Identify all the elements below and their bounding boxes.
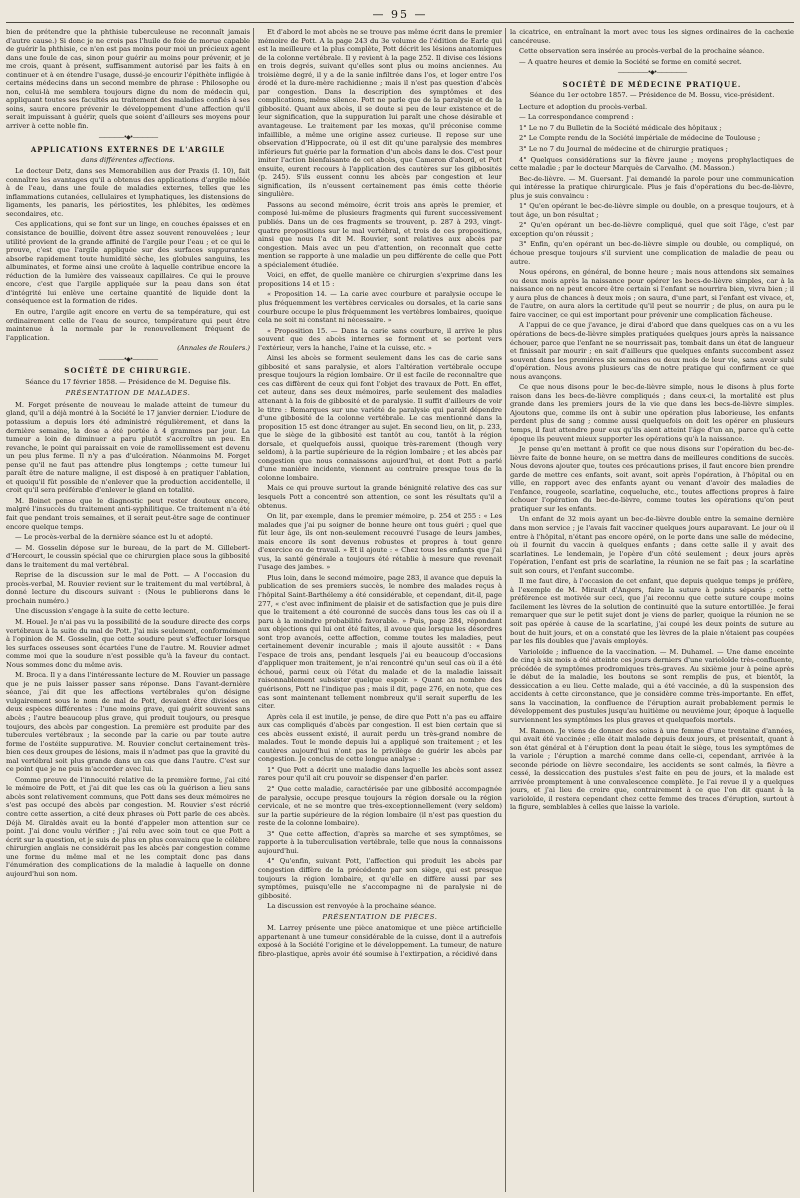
paragraph: M. Boinet pense que le diagnostic peut rester douteux encore, malgré l'insuccès du traitement anti-syphilitique. Ce traitement n'a été fait que pendant trois semaines, et il serait peut-être sage de continuer encore quelque temps. [6, 496, 250, 531]
list-item: 2° Le Compte rendu de la Société impériale de médecine de Toulouse ; [519, 134, 761, 143]
paragraph: M. Forget présente de nouveau le malade atteint de tumeur du gland, qu'il a déjà montré à la Société le 17 janvier dernier. L'iodure de potassium a depuis lors été administré régulièrement, et dans la dernière semaine, la dose a été portée à 4 grammes par jour. La tumeur a loin de diminuer a paru plutôt s'accroître un peu. En revanche, le point qui paraissait en voie de ramollissement est devenu un peu plus ferme. Il n'y a pas d'ulcération. Néanmoins M. Forget pense qu'il ne faut pas attendre plus longtemps ; cette tumeur lui paraît être de nature maligne, il est disposé à en pratiquer l'ablation, et quoiqu'il fût possible de n'enlever que la production accidentelle, il croit qu'il sera préférable d'enlever le gland en totalité. [6, 400, 250, 495]
source-citation: (Annales de Roulers.) [177, 344, 250, 353]
list-item: 4° Quelques considérations sur la fièvre jaune ; moyens prophylactiques de cette maladie ; par le docteur Marquès de Carvalho. (M. Masson.) [510, 155, 794, 173]
ornament-divider: ——————•◆•—————— [617, 69, 687, 77]
paragraph: Il me faut dire, à l'occasion de cet enfant, que depuis quelque temps je préfère, à l'exemple de M. Mirault d'Angers, faire la suture à points séparés ; cette préférence est motivée sur ceci, que j'ai reconnu que cette suture coupe moins facilement les lèvres de la solution de continuité que la suture entortillée. Je ferai remarquer que sur le petit sujet dont je viens de parler, quoique la réunion ne se soit pas opérée à cause de la scarlatine, j'ai coupé les deux points de suture au bout de huit jours, et on a constaté que les lèvres de la plaie n'étaient pas coupées par les fils doubles que j'avais employés. [510, 577, 794, 646]
paragraph: Nous opérons, en général, de bonne heure ; mais nous attendons six semaines ou deux mois après la naissance pour opérer les becs-de-lièvre simples, car à la naissance on ne peut encore être certain si l'enfant se nourrira bien, vivra bien ; il y aura plus de chances à deux mois ; on saura, d'une part, si l'enfant est vivace, et, de l'autre, on aura alors la certitude qu'il peut se nourrir ; de plus, on aura pu le faire vacciner, ce qui est important pour prévenir une complication fâcheuse. [510, 268, 794, 319]
list-item: 1° Que Pott a décrit une maladie dans laquelle les abcès sont assez rares pour qu'il ait cru pouvoir se dispenser d'en parler. [258, 765, 502, 783]
top-rule [6, 22, 794, 23]
page-number: — 95 — [372, 8, 428, 21]
paragraph: A l'appui de ce que j'avance, je dirai d'abord que dans quelques cas on a vu les opérations de becs-de-lièvre simples pratiquées quelques jours après la naissance échouer, parce que l'enfant ne se nourrissait pas, tombait dans un état de langueur et finissait par mourir ; en sait d'ailleurs que quelques enfants succombent assez souvent dans les premières six semaines ou deux mois de leur vie, sans avoir subi d'opération. Nous avons plusieurs cas de notre pratique qui confirment ce que nous avançons. [510, 321, 794, 381]
paragraph: M. Larrey présente une pièce anatomique et une pièce artificielle appartenant à une tumeur considérable de la cuisse, dont il a autrefois exposé à la Société l'origine et le développement. La tumeur, de nature fibro-plastique, après avoir été soumise à l'extirpation, a récidivé dans [258, 924, 502, 958]
paragraph: — M. Gosselin dépose sur le bureau, de la part de M. Gillebert-d'Hercourt, le coussin spécial que ce chirurgien place sous la gibbosité dans le traitement du mal vertébral. [6, 543, 250, 569]
quotation: « Proposition 14. — La carie avec courbure et paralysie occupe le plus fréquemment les vertèbres cervicales ou dorsales, et la carie sans courbure occupe le plus fréquemment les vertèbres lombaires, quoique cela ne soit ni constant ni nécessaire. » [258, 290, 502, 325]
paragraph: — A quatre heures et demie la Société se forme en comité secret. [519, 57, 742, 66]
paragraph: Reprise de la discussion sur le mal de Pott. — A l'occasion du procès-verbal, M. Rouvier revient sur le traitement du mal vertébral, à donné lecture du discours suivant : (Nous le publierons dans le prochain numéro.) [6, 571, 250, 605]
paragraph: Ainsi les abcès se forment seulement dans les cas de carie sans gibbosité et sans paralysie, et alors l'altération vertébrale occupe presque toujours la région lombaire. Or il est facile de reconnaître que ces cas diffèrent de ceux qui font l'objet des travaux de Pott. En effet, cet auteur, dans ses deux mémoires, parle seulement des maladies attenant à la fois de gibbosité et de paralysie. Il suffit d'ailleurs de voir le titre : Remarques sur une variété de paralysie qui paraît dépendre d'une gibbosité de la colonne vertébrale. Le cas mentionné dans la proposition 15 est donc étranger au sujet. En second lieu, on lit, p. 233, que le siège de la gibbosité est tantôt au cou, tantôt à la région dorsale, et quelquefois aussi, quoique très-rarement (though very seldom), à la partie supérieure de la région lombaire ; et les abcès par congestion que nous connaissons aujourd'hui, et dont Pott a parlé d'une manière incidente, viennent au contraire presque tous de la colonne lombaire. [258, 354, 502, 482]
list-item: 1° Qu'en opérant le bec-de-lièvre simple ou double, on a presque toujours, et à tout âge, un bon résultat ; [510, 202, 794, 219]
list-item: 1° Le no 7 du Bulletin de la Société médicale des hôpitaux ; [519, 123, 722, 132]
paragraph: Mais ce qui prouve surtout la grande bénignité relative des cas sur lesquels Pott a concentré son attention, ce sont les résultats qu'il a obtenus. [258, 484, 502, 510]
paragraph: On lit, par exemple, dans le premier mémoire, p. 254 et 255 : « Les malades que j'ai pu soigner de bonne heure ont tous guéri ; quel que fût leur âge, ils ont non-seulement recouvré l'usage de leurs jambes, mais encore ils sont devenus robustes et propres à tout genre d'exercice ou de travail. » Et il ajoute : « Chez tous les enfants que j'ai vus, la santé générale a toujours été rétablie à mesure que revenait l'usage des jambes. » [258, 512, 502, 572]
list-item: 2° Que cette maladie, caractérisée par une gibbosité accompagnée de paralysie, occupe presque toujours la région dorsale ou la région cervicale, et ne se montre que très-exceptionnellement (very seldom) sur la partie supérieure de la région lombaire (il n'est pas question du reste de la colonne lombaire). [258, 785, 502, 828]
section-title: SOCIÉTÉ DE MÉDECINE PRATIQUE. [562, 79, 742, 89]
ornament-divider: —————•◆•————— [98, 355, 158, 363]
column-divider [505, 28, 506, 1192]
column-middle [258, 28, 502, 1192]
paragraph: Lecture et adoption du procès-verbal. [519, 102, 648, 111]
column-left [6, 28, 250, 1192]
paragraph: Varioloïde ; influence de la vaccination. — M. Duhamel. — Une dame enceinte de cinq à six mois a été atteinte ces jours derniers d'une varioloïde très-confluente, précédée de symptômes prodromiques très-graves. Au sixième jour à peine après le début de la maladie, les boutons se sont remplis de pus, et bientôt, la dessiccation a eu lieu. Cette malade, qui a été vaccinée, a dû la suspension des accidents à cette circonstance, que je considère comme très-importante. En effet, sans la vaccination, la confluence de l'éruption aurait probablement permis le développement des pustules jusqu'au huitième ou neuvième jour, époque à laquelle surviennent les symptômes les plus graves et quelquefois mortels. [510, 647, 794, 725]
paragraph: En outre, l'argile agit encore en vertu de sa température, qui est ordinairement celle de l'eau de source, température qui peut être maintenue à la normale par le renouvellement fréquent de l'application. [6, 307, 250, 342]
subsection-title: PRÉSENTATION DE MALADES. [65, 389, 191, 398]
paragraph: Et d'abord le mot abcès ne se trouve pas même écrit dans le premier mémoire de Pott. A la page 243 du 3e volume de l'édition de Earle qui est la meilleure et la plus complète, Pott décrit les lésions anatomiques de la colonne vertébrale. Il y revient à la page 252. Il divise ces lésions en trois degrés, suivant qu'elles sont plus ou moins anciennes. Au troisième degré, il y a de la sanie infiltrée dans l'os, et loger entre l'os érodé et la dure-mère rachidienne ; mais il n'est pas question d'abcès par congestion. Dans la description des symptômes et des complications, même silence. Pott ne parle que de la paralysie et de la gibbosité. Quant aux abcès, il se doute si peu de leur existence et de leur signification, que la suppuration lui paraît une chose désirable et avantageuse. Le traitement par les moxas, qu'il préconise comme infaillible, a même une origine assez curieuse. Il repose sur une observation d'Hippocrate, où il est dit qu'une paralysie des membres inférieurs fut guérie par la formation d'un abcès dans le dos. C'est pour imiter l'action bienfaisante de cet abcès, que Cameron d'abord, et Pott ensuite, eurent recours à l'application des cautères sur les gibbosités (p. 245). S'ils eussent connu les abcès par congestion et leur signification, ils n'eussent certainement pas émis cette théorie singulière. [258, 28, 502, 199]
paragraph: M. Ramon. Je viens de donner des soins à une femme d'une trentaine d'années, qui avait été vaccinée ; elle était malade depuis deux jours, et présentait, quant à son état général et à l'éruption dont la peau était le siège, tous les symptômes de la variole ; l'éruption a marché comme dans celle-ci, cependant, arrivée à la seconde période on lièvre secondaire, les accidents se sont calmés, la fièvre a cessé, la dessiccation des pustules s'est faite en peu de jours, et la malade est arrivée promptement à une convalescence complète. Je l'ai revue il y a quelques jours, et j'ai lieu de croire que, contrairement à ce que l'on dit quant à la varioloïde, il restera cependant chez cette femme des traces d'éruption, surtout à la figure, semblables à celles que laisse la variole. [510, 726, 794, 812]
column-right [510, 28, 794, 1192]
paragraph: Voici, en effet, de quelle manière ce chirurgien s'exprime dans les propositions 14 et 15 : [258, 271, 502, 288]
paragraph: Le docteur Detz, dans ses Memorabilien aus der Praxis (I. 10), fait connaître les avantages qu'il a obtenus des applications d'argile mêlée à de l'eau, dans une foule de maladies externes, telles que les inflammations cutanées, cellulaires et lymphatiques, les distensions de ligaments, les panaris, les périostites, les phlébites, les œdèmes secondaires, etc. [6, 167, 250, 218]
list-item: 3° Le no 7 du Journal de médecine et de chirurgie pratiques ; [519, 145, 728, 154]
paragraph: Bec-de-lièvre. — M. Guersant. J'ai demandé la parole pour une communication qui intéresse la pratique chirurgicale. Plus je fais d'opérations du bec-de-lièvre, plus je suis convaincu : [510, 174, 794, 200]
paragraph: Ces applications, qui se font sur un linge, en couches épaisses et en consistance de bouillie, doivent être assez souvent renouvelées ; leur utilité provient de la grande affinité de l'argile pour l'eau ; et ce qui le prouve, c'est que l'argile appliquée sur des surfaces suppurantes absorbe rapidement toute humidité sèche, les globules sanguins, les albuminates, et forme ainsi une croûte à laquelle contribue encore la réduction de la lumière des vaisseaux capillaires. Ce qui le prouve encore, c'est que l'argile appliquée sur la peau dans son état d'intégrité lui enlève une certaine quantité de liquide dont la conséquence est la formation de rides. [6, 220, 250, 306]
paragraph: Ce que nous disons pour le bec-de-lièvre simple, nous le disons à plus forte raison dans les becs-de-lièvre compliqués ; dans ceux-ci, la mortalité est plus grande dans les premiers jours de la vie que dans les becs-de-lièvre simples. Ajoutons que, comme ils ont à subir une opération plus laborieuse, les enfants perdent plus de sang ; comme aussi quelquefois on doit les opérer en plusieurs temps, il faut attendre pour eux qu'ils aient atteint l'âge d'un an, parce qu'à cette époque ils peuvent mieux supporter les opérations qu'à la naissance. [510, 383, 794, 443]
list-item: 4° Qu'enfin, suivant Pott, l'affection qui produit les abcès par congestion diffère de la précédente par son siège, qui est presque toujours la région lombaire, et qu'elle en diffère aussi par ses symptômes, puisqu'elle ne s'accompagne ni de paralysie ni de gibbosité. [258, 857, 502, 900]
paragraph: M. Broca. Il y a dans l'intéressante lecture de M. Rouvier un passage que je ne puis laisser passer sans réponse. Dans l'avant-dernière séance, j'ai dit que les affections vertébrales qu'on désigne vulgairement sous le nom de mal de Pott, devaient être divisées en deux espèces différentes : l'une moins grave, qui guérit souvent sans abcès ; l'autre beaucoup plus grave, qui produit toujours, ou presque toujours, des abcès par congestion. La première est produite par des tubercules vertébraux ; la seconde par la carie ou par toute autre forme de l'ostéite suppurative. M. Rouvier conclut certainement très-bien ces deux groupes de lésions, mais il n'admet pas que la gravité du mal vertébral soit plus grande dans un cas que dans l'autre. C'est sur ce point que je ne puis m'accorder avec lui. [6, 671, 250, 774]
article-subtitle: dans différentes affections. [81, 155, 175, 164]
paragraph: Plus loin, dans le second mémoire, page 283, il avance que depuis la publication de ses premiers succès, le nombre des malades reçus à l'hôpital Saint-Barthélemy a été considérable, et cependant, dit-il, page 277, « c'est avec infiniment de plaisir et de satisfaction que je puis dire que le traitement a été couronné de succès dans tous les cas où il a paru à la moindre probabilité favorable. » Puis, page 284, répondant aux objections qui lui ont été faites, il avoue que lorsque les désordres sont trop avancés, cette affection, comme toutes les maladies, peut certainement devenir incurable ; mais il ajoute aussitôt : « Dans l'espace de trois ans, pendant lesquels j'ai eu beaucoup d'occasions d'appliquer mon traitement, je n'ai rencontré qu'un seul cas où il a été échoué, parmi ceux où l'état du malade et de la maladie laissait raisonnablement subsister quelque espoir. » Quant au nombre des guérisons, Pott ne l'indique pas ; mais il dit, page 276, en note, que ces cas sont maintenant tellement nombreux qu'il serait superflu de les citer. [258, 573, 502, 711]
article-title: APPLICATIONS EXTERNES DE L'ARGILE [30, 145, 226, 155]
paragraph: la cicatrice, en entraînant la mort avec tous les signes ordinaires de la cachexie cancéreuse. [510, 28, 794, 45]
paragraph: Cette observation sera insérée au procès-verbal de la prochaine séance. [519, 47, 765, 56]
ornament-divider: —————•◆•————— [98, 133, 158, 141]
paragraph: Comme preuve de l'innocuité relative de la première forme, j'ai cité le mémoire de Pott, et j'ai dit que les cas où la guérison a lieu sans abcès sont relativement communs, que Pott dans ses deux mémoires ne s'est pas occupé des abcès par congestion. M. Rouvier s'est récrié contre cette assertion, a cité deux phrases où Pott parle de ces abcès. Déjà M. Giraldès avait eu la bonté d'appeler mon attention sur ce point. J'ai donc voulu vérifier ; j'ai relu avec soin tout ce que Pott a écrit sur la question, et je suis de plus en plus convaincu que le célèbre chirurgien anglais ne considérait pas les abcès par congestion comme une forme du même mal et ne les comptait donc pas dans l'énumération des complications de la maladie à laquelle on donne aujourd'hui son nom. [6, 775, 250, 878]
subsection-title: PRÉSENTATION DE PIÈCES. [322, 912, 438, 921]
paragraph: bien de prétendre que la phthisie tuberculeuse ne reconnaît jamais d'autre cause.) Si donc je ne crois pas l'huile de foie de morue capable de guérir la phthisie, ce n'en est pas moins pour moi un précieux agent dans une foule de cas, sinon pour guérir au moins pour prévenir, et je me crois, quant à présent, suffisamment autorisé par les faits à en continuer et à en étendre l'usage, dussé-je encourir l'épithète infligée à certains médecins dans un second membre de phrase : Philosophe ou non, celui-là me semblera toujours digne du nom de médecin qui, appliquant toutes ses facultés au traitement des maladies confiés à ses soins, saura encore prévenir le développement d'une affection qu'il serait impuissant à guérir, quels que soient d'ailleurs ses moyens pour arriver à cette noble fin. [6, 28, 250, 131]
list-item: 3° Que cette affection, d'après sa marche et ses symptômes, se rapporte à la tuberculisation vertébrale, telle que nous la connaissons aujourd'hui. [258, 829, 502, 855]
list-item: 2° Qu'en opérant un bec-de-lièvre compliqué, quel que soit l'âge, c'est par exception qu'on réussit ; [510, 221, 794, 238]
paragraph: — Le procès-verbal de la dernière séance est lu et adopté. [15, 533, 213, 542]
section-title: SOCIÉTÉ DE CHIRURGIE. [64, 366, 192, 376]
paragraph: — La correspondance comprend : [519, 113, 634, 122]
meeting-line: Séance du 1er octobre 1857. — Présidence de M. Bossu, vice-président. [529, 91, 775, 100]
paragraph: Un enfant de 32 mois ayant un bec-de-lièvre double entre la semaine dernière dans mon service ; je l'avais fait vacciner quelques jours auparavant. Le jour où il entre à l'hôpital, n'étant pas encore opéré, on le porte dans une salle de médecine, où il fournit du vaccin à quelques enfants ; dans cette salle il y avait des scarlatines. Le lendemain, je l'opère d'un côté seulement ; deux jours après l'opération, l'enfant est pris de scarlatine, la réunion ne se fait pas ; la scarlatine suit son cours, et l'enfant succombe. [510, 515, 794, 575]
list-item: 3° Enfin, qu'en opérant un bec-de-lièvre simple ou double, ou compliqué, on échoue presque toujours s'il survient une complication de maladie de peau ou autre. [510, 240, 794, 266]
quotation: « Proposition 15. — Dans la carie sans courbure, il arrive le plus souvent que des abcès internes se forment et se portent vers l'extérieur, vers la hanche, l'aine et la cuisse, etc. » [258, 326, 502, 352]
meeting-line: Séance du 17 février 1858. — Présidence de M. Deguise fils. [25, 377, 231, 386]
paragraph: M. Houel. Je n'ai pas vu la possibilité de la soudure directe des corps vertébraux à la suite du mal de Pott. J'ai mis seulement, conformément à l'opinion de M. Gosselin, que cette soudure peut s'effectuer lorsque les surfaces osseuses sont écartées l'une de l'autre. M. Rouvier admet comme moi que la soudure n'est possible qu'à la faveur du contact. Nous sommes donc du même avis. [6, 618, 250, 669]
paragraph: Après cela il est inutile, je pense, de dire que Pott n'a pas eu affaire aux cas compliqués d'abcès par congestion. Il est bien certain que si ces abcès eussent existé, il aurait perdu un très-grand nombre de malades. Tout le monde depuis lui a appliqué son traitement ; et les cautères aujourd'hui n'ont pas le privilège de guérir les abcès par congestion. Je conclus de cette longue analyse : [258, 712, 502, 764]
paragraph: Une discussion s'engage à la suite de cette lecture. [15, 607, 190, 616]
paragraph: Je pense qu'en mettant à profit ce que nous disons sur l'opération du bec-de-lièvre faite de bonne heure, on se mettra dans de meilleures conditions de succès. Nous devons ajouter que, toutes ces précautions prises, il faut encore bien prendre garde de mettre ces enfants, soit avant, soit après l'opération, à l'hôpital ou en ville, en rapport avec des enfants ayant ou venant d'avoir des maladies de l'enfance, rougeole, scarlatine, coqueluche, etc., toutes affections propres à faire échouer l'opération du bec-de-lièvre, comme toutes les opérations qu'on peut pratiquer sur les enfants. [510, 445, 794, 513]
column-divider [253, 28, 254, 1192]
paragraph: La discussion est renvoyée à la prochaine séance. [267, 902, 437, 911]
paragraph: Passons au second mémoire, écrit trois ans après le premier, et composé lui-même de plusieurs fragments qui furent successivement publiés. Dans un de ces fragments se trouvent, p. 287 à 293, vingt-quatre propositions sur le mal vertébral, et trois de ces propositions, ainsi que nous l'a dit M. Rouvier, sont relatives aux abcès par congestion. Mais avec un peu d'attention, on reconnaît que cette mention se rapporte à une maladie un peu différente de celle que Pott a spécialement étudiée. [258, 200, 502, 269]
